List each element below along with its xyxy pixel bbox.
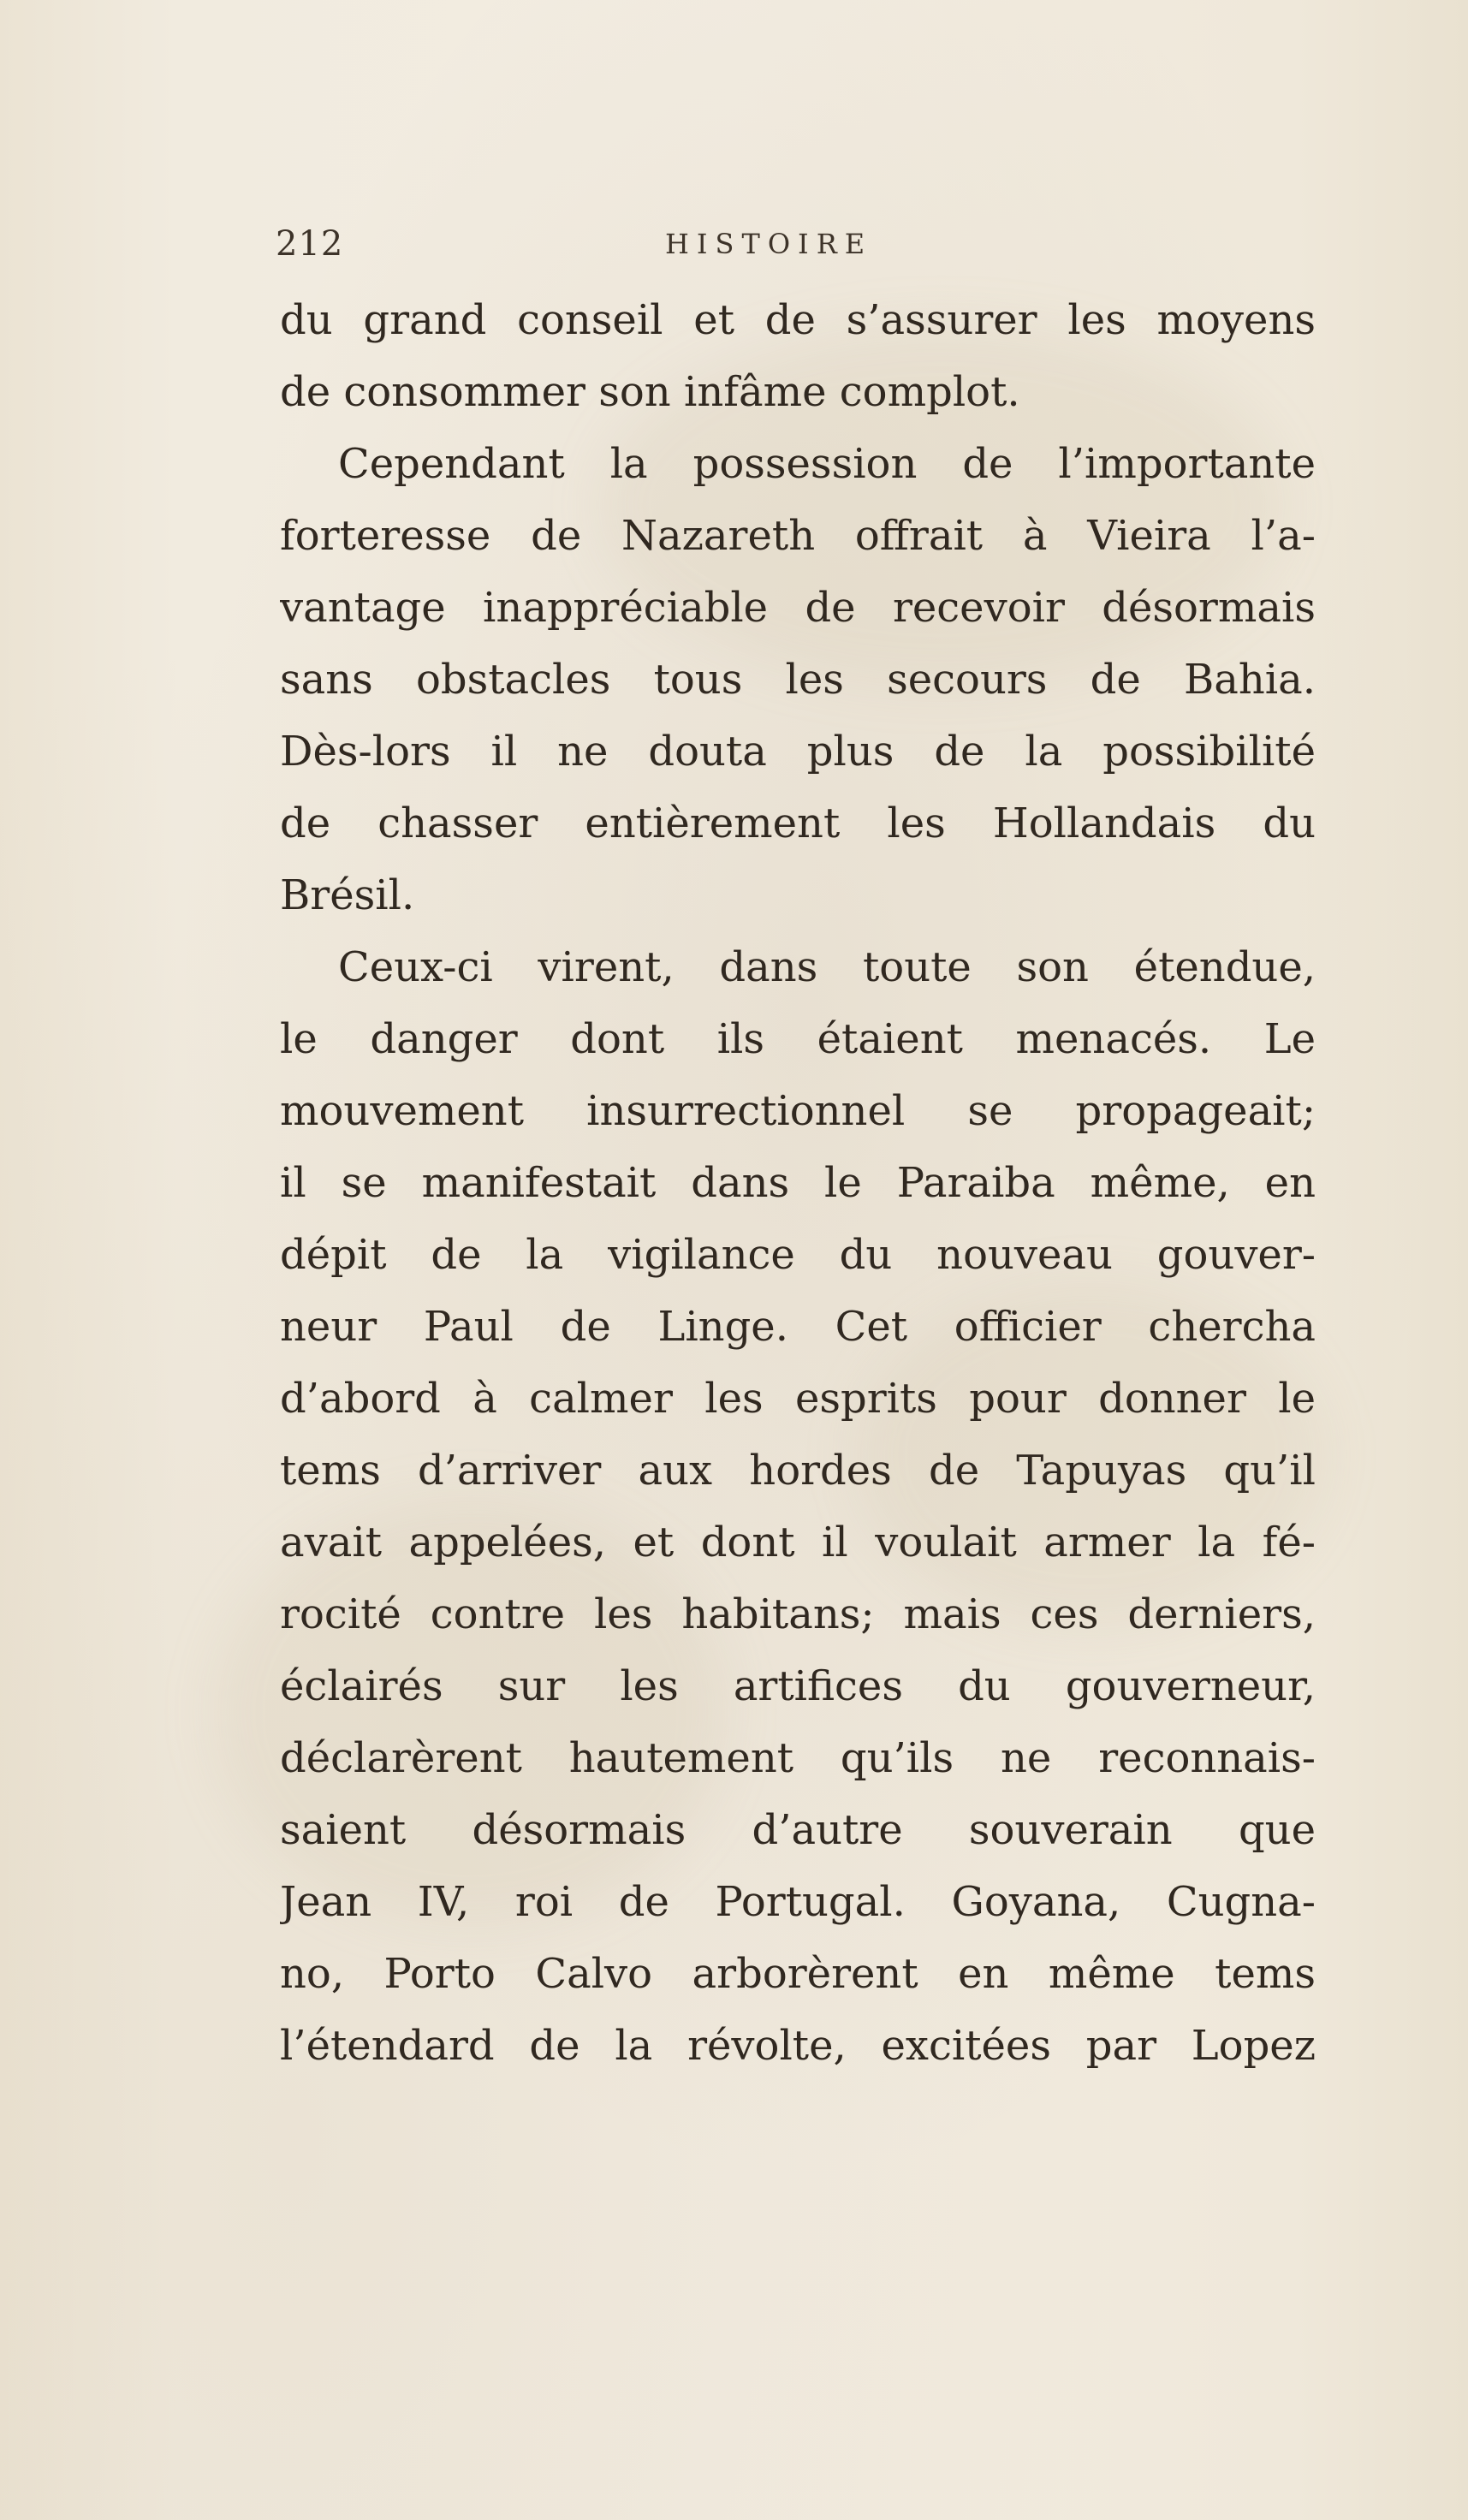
page-header [276,224,1320,267]
text-line: rocité contre les habitans; mais ces derniers, [280,1590,1316,1638]
text-line: éclairés sur les artifices du gouverneur, [280,1662,1316,1710]
text-line: l’étendard de la révolte, excitées par Lopez [280,2022,1316,2070]
text-line: Dès-lors il ne douta plus de la possibilité [280,728,1316,776]
page-number: 212 [276,224,344,264]
text-line: forteresse de Nazareth offrait à Vieira l’a- [280,512,1316,560]
text-line: de consommer son infâme complot. [280,368,1020,416]
text-line: Jean IV, roi de Portugal. Goyana, Cugna- [280,1878,1316,1926]
text-line: Cependant la possession de l’importante [338,440,1316,488]
text-line: saient désormais d’autre souverain que [280,1806,1316,1854]
text-line: no, Porto Calvo arborèrent en même tems [280,1950,1316,1998]
text-line: du grand conseil et de s’assurer les moyens [280,296,1316,344]
body-text [280,284,1316,2082]
text-line: déclarèrent hautement qu’ils ne reconnais- [280,1734,1316,1782]
text-line: sans obstacles tous les secours de Bahia. [280,656,1316,704]
text-line: Brésil. [280,871,415,919]
text-line: le danger dont ils étaient menacés. Le [280,1015,1316,1063]
text-line: Ceux-ci virent, dans toute son étendue, [338,943,1316,991]
text-line: vantage inappréciable de recevoir désormais [280,584,1316,632]
text-line: mouvement insurrectionnel se propageait; [280,1087,1316,1135]
text-line: dépit de la vigilance du nouveau gouver- [280,1231,1316,1279]
text-line: il se manifestait dans le Paraiba même, en [280,1159,1316,1207]
text-line: d’abord à calmer les esprits pour donner le [280,1375,1316,1423]
text-line: de chasser entièrement les Hollandais du [280,799,1316,847]
text-line: tems d’arriver aux hordes de Tapuyas qu’il [280,1447,1316,1495]
running-head: HISTOIRE [665,228,873,260]
text-line: avait appelées, et dont il voulait armer la fé- [280,1519,1316,1566]
text-line: neur Paul de Linge. Cet officier chercha [280,1303,1316,1351]
